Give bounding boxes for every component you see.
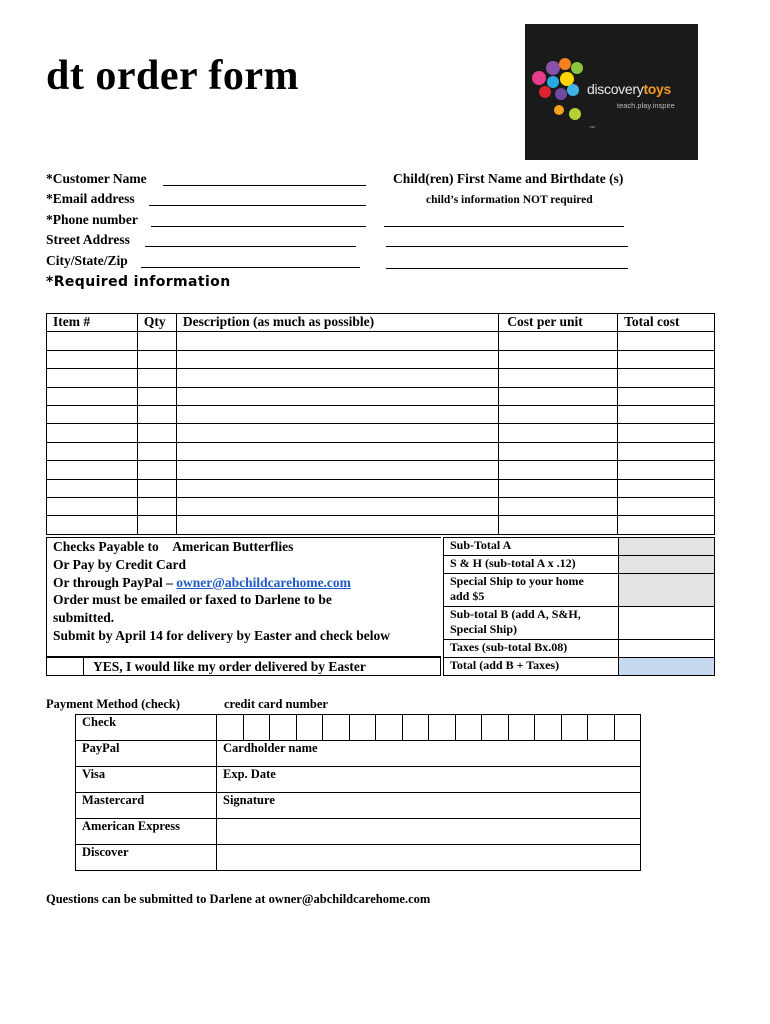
payment-method-option[interactable]: PayPal <box>76 741 217 767</box>
logo-dot <box>532 71 546 85</box>
paypal-email-link[interactable]: owner@abchildcarehome.com <box>176 574 351 590</box>
cc-digit-box[interactable] <box>323 715 350 741</box>
easter-checkbox[interactable] <box>47 658 84 675</box>
cc-digit-box[interactable] <box>508 715 535 741</box>
logo-dot <box>567 84 579 96</box>
item-cell[interactable] <box>47 369 138 387</box>
table-row <box>47 405 715 423</box>
logo-brand: discoverytoys <box>587 81 672 97</box>
item-cell[interactable] <box>137 350 176 368</box>
item-cell[interactable] <box>499 516 618 534</box>
item-cell[interactable] <box>137 424 176 442</box>
item-cell[interactable] <box>47 424 138 442</box>
item-cell[interactable] <box>137 369 176 387</box>
item-cell[interactable] <box>47 497 138 515</box>
item-cell[interactable] <box>499 442 618 460</box>
table-row <box>47 461 715 479</box>
taxes-label: Taxes (sub-total Bx.08) <box>444 640 619 658</box>
header-total-cost: Total cost <box>618 314 715 332</box>
item-cell[interactable] <box>618 442 715 460</box>
logo-dot <box>560 72 574 86</box>
table-row <box>47 442 715 460</box>
header-item: Item # <box>47 314 138 332</box>
subtotal-a-label: Sub-Total A <box>444 538 619 556</box>
table-row <box>47 350 715 368</box>
subtotal-a-value[interactable] <box>619 538 715 556</box>
item-cell[interactable] <box>47 516 138 534</box>
table-row <box>47 424 715 442</box>
item-cell[interactable] <box>47 350 138 368</box>
item-cell[interactable] <box>137 405 176 423</box>
item-cell[interactable] <box>137 516 176 534</box>
item-cell[interactable] <box>47 442 138 460</box>
table-row <box>47 516 715 534</box>
cc-digit-box[interactable] <box>217 715 244 741</box>
cc-digit-box[interactable] <box>455 715 482 741</box>
taxes-value[interactable] <box>619 640 715 658</box>
item-cell[interactable] <box>137 332 176 350</box>
item-cell[interactable] <box>618 387 715 405</box>
cc-digit-box[interactable] <box>243 715 270 741</box>
payment-method-option[interactable]: Mastercard <box>76 793 217 819</box>
table-row <box>47 479 715 497</box>
cc-number-boxes <box>216 714 641 741</box>
summary-table <box>443 537 715 676</box>
payment-method-option[interactable]: Discover <box>76 845 217 871</box>
item-cell[interactable] <box>176 516 498 534</box>
email-field[interactable] <box>149 205 366 206</box>
cc-digit-box[interactable] <box>614 715 641 741</box>
item-cell[interactable] <box>499 332 618 350</box>
sh-value[interactable] <box>619 556 715 574</box>
item-cell[interactable] <box>47 461 138 479</box>
item-cell[interactable] <box>499 461 618 479</box>
item-cell[interactable] <box>176 497 498 515</box>
blank-field-2[interactable] <box>217 845 641 871</box>
payment-notes <box>46 537 441 657</box>
cc-number-label: credit card number <box>224 697 328 711</box>
blank-field-1[interactable] <box>217 819 641 845</box>
sh-label: S & H (sub-total A x .12) <box>444 556 619 574</box>
table-row <box>47 387 715 405</box>
header-qty: Qty <box>137 314 176 332</box>
table-row <box>47 497 715 515</box>
footer-questions: Questions can be submitted to Darlene at owner@abchildcarehome.com <box>46 892 431 906</box>
logo-dot <box>554 105 564 115</box>
item-cell[interactable] <box>137 442 176 460</box>
header-description: Description (as much as possible) <box>176 314 498 332</box>
item-cell[interactable] <box>499 479 618 497</box>
special-ship-label: Special Ship to your home add $5 <box>444 574 619 607</box>
item-cell[interactable] <box>499 387 618 405</box>
total-label: Total (add B + Taxes) <box>444 658 619 676</box>
item-cell[interactable] <box>499 497 618 515</box>
logo-dot <box>539 86 551 98</box>
discovery-toys-logo <box>525 24 698 160</box>
item-cell[interactable] <box>47 332 138 350</box>
easter-option <box>46 657 441 676</box>
cc-digit-box[interactable] <box>588 715 615 741</box>
logo-dot <box>569 108 581 120</box>
signature-field[interactable]: Signature <box>217 793 641 819</box>
payment-method-label: Payment Method (check) <box>46 697 180 711</box>
children-heading: Child(ren) First Name and Birthdate (s) <box>393 171 624 186</box>
cc-digit-box[interactable] <box>296 715 323 741</box>
subtotal-b-value[interactable] <box>619 607 715 640</box>
header-cost-per-unit: Cost per unit <box>499 314 618 332</box>
cc-digit-box[interactable] <box>429 715 456 741</box>
customer-name-label: *Customer Name <box>46 171 147 186</box>
item-cell[interactable] <box>176 479 498 497</box>
card-details-table <box>216 740 641 871</box>
item-cell[interactable] <box>618 424 715 442</box>
item-cell[interactable] <box>618 332 715 350</box>
logo-dot <box>546 61 560 75</box>
cc-digit-box[interactable] <box>535 715 562 741</box>
required-note: *Required information <box>46 274 231 290</box>
logo-dot <box>547 76 559 88</box>
item-cell[interactable] <box>618 497 715 515</box>
credit-card-line: Or Pay by Credit Card <box>53 556 186 572</box>
phone-field[interactable] <box>151 226 366 227</box>
special-ship-value[interactable] <box>619 574 715 607</box>
item-cell[interactable] <box>137 461 176 479</box>
item-cell[interactable] <box>618 369 715 387</box>
logo-dot <box>559 58 571 70</box>
cc-digit-box[interactable] <box>349 715 376 741</box>
item-cell[interactable] <box>176 369 498 387</box>
subtotal-b-label: Sub-total B (add A, S&H, Special Ship) <box>444 607 619 640</box>
logo-tagline: teach.play.inspire <box>617 101 675 110</box>
checks-payable-line: Checks Payable to American Butterflies <box>53 539 294 554</box>
item-cell[interactable] <box>176 442 498 460</box>
item-cell[interactable] <box>176 332 498 350</box>
item-cell[interactable] <box>47 405 138 423</box>
exp-date-field[interactable]: Exp. Date <box>217 767 641 793</box>
logo-dot <box>555 88 567 100</box>
total-value[interactable] <box>619 658 715 676</box>
child-line-1[interactable] <box>384 226 624 227</box>
payment-method-option[interactable]: Check <box>76 715 217 741</box>
cc-digit-box[interactable] <box>561 715 588 741</box>
item-cell[interactable] <box>47 387 138 405</box>
children-note: child’s information NOT required <box>426 194 593 206</box>
item-cell[interactable] <box>137 479 176 497</box>
items-header-row <box>47 314 715 332</box>
item-cell[interactable] <box>499 350 618 368</box>
cc-digit-box[interactable] <box>270 715 297 741</box>
cc-digit-box[interactable] <box>482 715 509 741</box>
item-cell[interactable] <box>499 369 618 387</box>
item-cell[interactable] <box>176 405 498 423</box>
city-label: City/State/Zip <box>46 253 128 268</box>
page-title: dt order form <box>46 53 299 99</box>
phone-label: *Phone number <box>46 212 138 227</box>
city-field[interactable] <box>141 267 360 268</box>
item-cell[interactable] <box>137 387 176 405</box>
cardholder-name-field[interactable]: Cardholder name <box>217 741 641 767</box>
logo-trademark: ™ <box>589 126 595 132</box>
item-cell[interactable] <box>137 497 176 515</box>
logo-dot <box>571 62 583 74</box>
easter-option-label: YES, I would like my order delivered by Easter <box>93 659 366 674</box>
email-label: *Email address <box>46 191 135 206</box>
item-cell[interactable] <box>618 350 715 368</box>
payment-methods-table <box>75 714 217 871</box>
item-cell[interactable] <box>618 405 715 423</box>
item-cell[interactable] <box>176 461 498 479</box>
item-cell[interactable] <box>499 405 618 423</box>
cc-digit-box[interactable] <box>376 715 403 741</box>
table-row <box>47 332 715 350</box>
item-cell[interactable] <box>618 516 715 534</box>
item-cell[interactable] <box>499 424 618 442</box>
item-cell[interactable] <box>618 461 715 479</box>
street-label: Street Address <box>46 232 130 247</box>
item-cell[interactable] <box>176 350 498 368</box>
child-line-3[interactable] <box>386 268 628 269</box>
customer-name-field[interactable] <box>163 185 366 186</box>
item-cell[interactable] <box>618 479 715 497</box>
item-cell[interactable] <box>176 424 498 442</box>
street-field[interactable] <box>145 246 356 247</box>
items-table <box>46 313 715 535</box>
item-cell[interactable] <box>47 479 138 497</box>
emailed-line: Order must be emailed or faxed to Darlene to be <box>53 592 332 608</box>
item-cell[interactable] <box>176 387 498 405</box>
deadline-line: Submit by April 14 for delivery by Easter and check below <box>53 627 391 643</box>
table-row <box>47 369 715 387</box>
cc-digit-box[interactable] <box>402 715 429 741</box>
child-line-2[interactable] <box>386 246 628 247</box>
paypal-line: Or through PayPal – owner@abchildcarehome.com <box>53 574 351 590</box>
payment-method-option[interactable]: American Express <box>76 819 217 845</box>
submitted-line: submitted. <box>53 610 115 626</box>
payment-method-option[interactable]: Visa <box>76 767 217 793</box>
